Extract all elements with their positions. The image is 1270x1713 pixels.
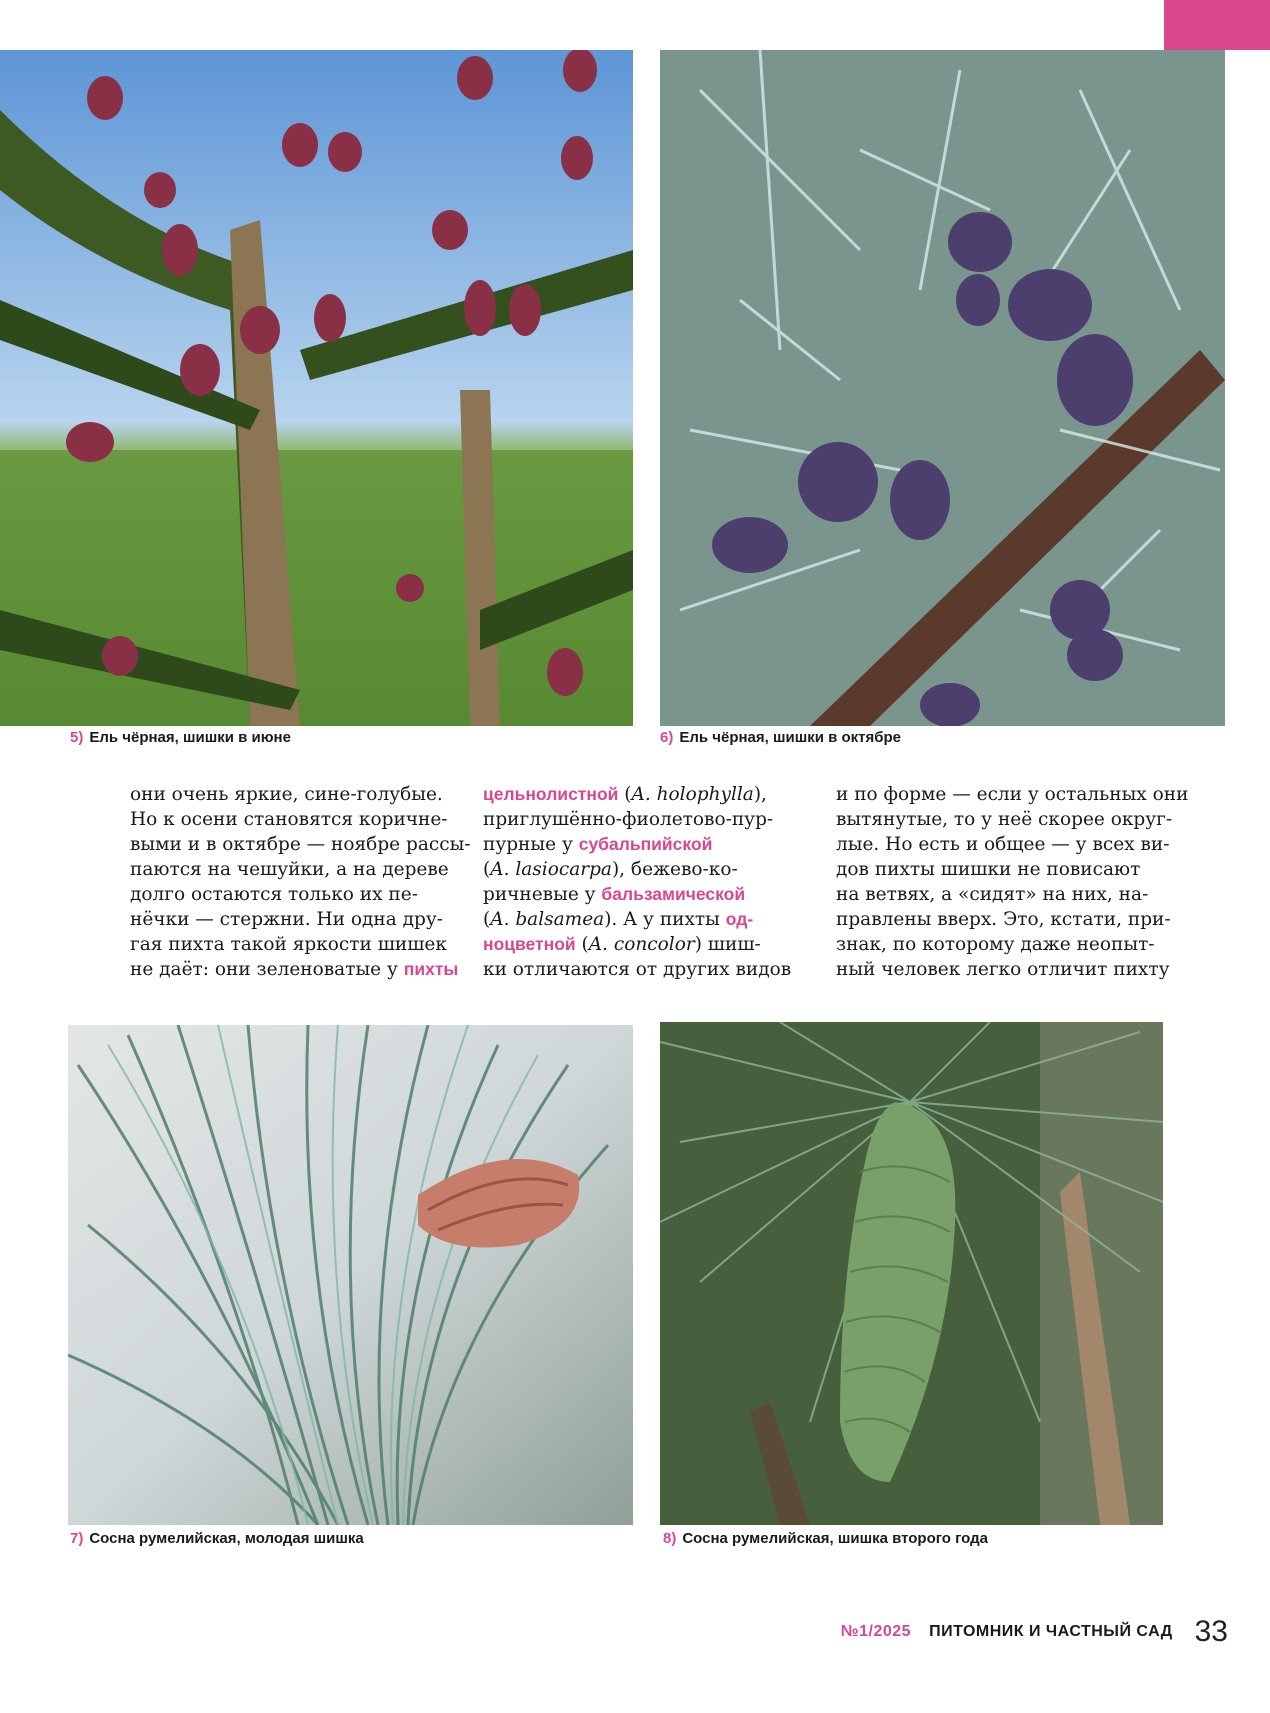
text-line xyxy=(483,907,813,932)
text-column-3 xyxy=(836,782,1189,982)
text-line: и по форме — если у остальных они xyxy=(836,784,1189,805)
highlight-term: цельнолистной xyxy=(483,784,619,804)
text-span: ). А у пихты xyxy=(604,909,726,930)
text-span: ричневые у xyxy=(483,884,602,905)
figure-caption-7 xyxy=(70,1530,364,1547)
photo-spruce-cones-october xyxy=(660,50,1225,726)
latin-name: A. holophylla xyxy=(631,784,754,805)
magazine-title: ПИТОМНИК И ЧАСТНЫЙ САД xyxy=(929,1623,1173,1640)
text-line: знак, по которому даже неопыт- xyxy=(836,934,1155,955)
page-footer xyxy=(700,1612,1228,1652)
text-line: Но к осени становятся коричне- xyxy=(130,809,448,830)
text-line xyxy=(483,832,813,857)
photo-pine-second-year-cone xyxy=(660,1022,1163,1525)
page-number: 33 xyxy=(1194,1615,1228,1648)
text-line: вытянутые, то у неё скорее округ- xyxy=(836,809,1173,830)
text-column-1 xyxy=(130,782,471,982)
highlight-term: субальпийской xyxy=(578,834,713,854)
text-span: ), бежево-ко- xyxy=(611,859,738,880)
issue-number: №1/2025 xyxy=(840,1623,912,1640)
text-line: выми и в октябре — ноябре рассы- xyxy=(130,834,471,855)
text-line xyxy=(483,782,813,807)
text-line: ный человек легко отличит пихту xyxy=(836,959,1170,980)
highlight-term: ноцветной xyxy=(483,934,576,954)
caption-text: Ель чёрная, шишки в октябре xyxy=(679,729,902,746)
photo-spruce-cones-june xyxy=(0,50,633,726)
latin-name: A. balsamea xyxy=(490,909,605,930)
text-column-2 xyxy=(483,782,813,982)
highlight-term: бальзамической xyxy=(601,884,746,904)
text-span: ), xyxy=(753,784,767,805)
text-line: дов пихты шишки не повисают xyxy=(836,859,1141,880)
text-line: приглушённо-фиолетово-пур- xyxy=(483,809,774,830)
text-span: ( xyxy=(483,909,491,930)
text-line xyxy=(483,857,813,882)
text-line: на ветвях, а «сидят» на них, на- xyxy=(836,884,1149,905)
text-line: правлены вверх. Это, кстати, при- xyxy=(836,909,1171,930)
text-line: ки отличаются от других видов xyxy=(483,959,792,980)
figure-caption-8 xyxy=(663,1530,988,1547)
highlight-term: од- xyxy=(725,909,754,929)
caption-text: Сосна румелийская, шишка второго года xyxy=(682,1530,989,1547)
figure-number: 5) xyxy=(70,729,84,746)
text-line xyxy=(130,957,460,982)
text-line: долго остаются только их пе- xyxy=(130,884,418,905)
text-span: ( xyxy=(575,934,589,955)
highlight-term: пихты xyxy=(403,959,459,979)
figure-number: 6) xyxy=(660,729,674,746)
text-span: ( xyxy=(483,859,491,880)
text-span: ) шиш- xyxy=(694,934,761,955)
figure-number: 8) xyxy=(663,1530,677,1547)
figure-caption-6 xyxy=(660,729,901,746)
text-span: не даёт: они зеленоватые у xyxy=(130,959,404,980)
text-line: гая пихта такой яркости шишек xyxy=(130,934,447,955)
figure-caption-5 xyxy=(70,729,291,746)
text-span: ( xyxy=(618,784,632,805)
section-color-tab xyxy=(1164,0,1270,50)
caption-text: Сосна румелийская, молодая шишка xyxy=(89,1530,364,1547)
text-line xyxy=(483,932,813,957)
figure-number: 7) xyxy=(70,1530,84,1547)
text-span: пурные у xyxy=(483,834,579,855)
caption-text: Ель чёрная, шишки в июне xyxy=(89,729,291,746)
text-line: лые. Но есть и общее — у всех ви- xyxy=(836,834,1170,855)
photo-pine-young-cone xyxy=(68,1025,633,1525)
text-line xyxy=(483,882,813,907)
latin-name: A. lasiocarpa xyxy=(490,859,612,880)
text-line: паются на чешуйки, а на дереве xyxy=(130,859,449,880)
text-line: они очень яркие, сине-голубые. xyxy=(130,784,443,805)
latin-name: A. concolor xyxy=(588,934,695,955)
text-line: нёчки — стержни. Ни одна дру- xyxy=(130,909,443,930)
